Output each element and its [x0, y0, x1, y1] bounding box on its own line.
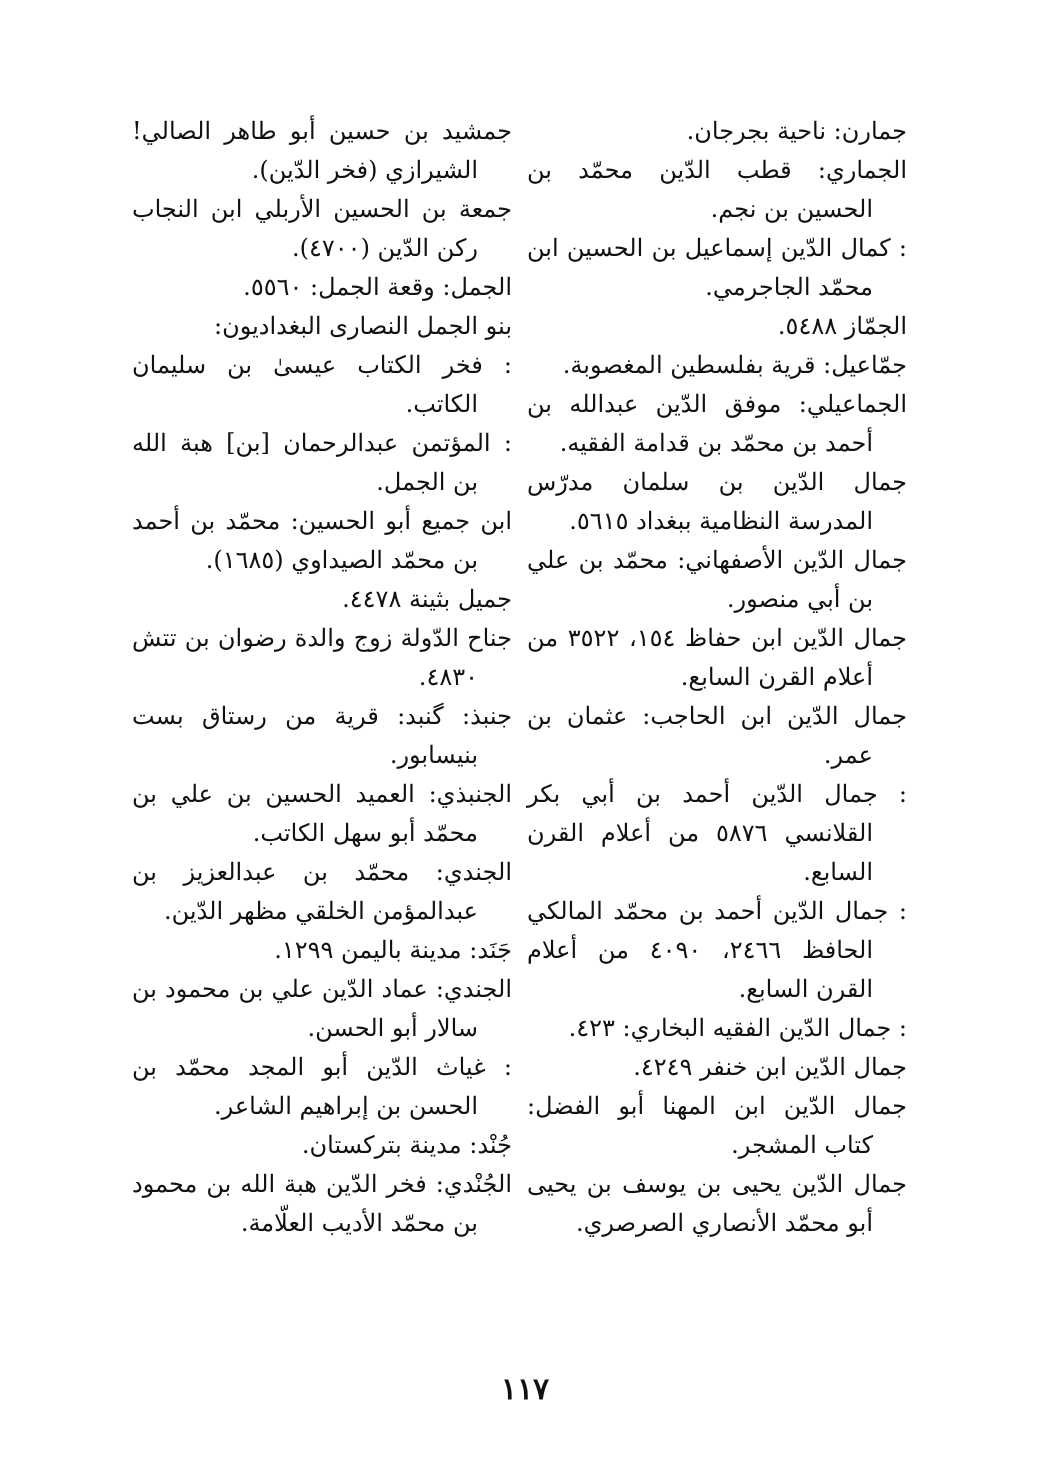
- index-entry: : جمال الدّين أحمد بن محمّد المالكي الحافظ ٢٤٦٦، ٤٠٩٠ من أعلام القرن السابع.: [527, 897, 907, 1003]
- index-entry: الجندي: عماد الدّين علي بن محمود بن سالار أبو الحسن.: [132, 975, 512, 1042]
- index-entry: : جمال الدّين أحمد بن أبي بكر القلانسي ٥٨٧٦ من أعلام القرن السابع.: [527, 780, 907, 886]
- index-entry: جَنَد: مدينة باليمن ١٢٩٩.: [274, 936, 512, 964]
- index-entry: جمال الدّين ابن حفاظ ١٥٤، ٣٥٢٢ من أعلام القرن السابع.: [527, 624, 908, 691]
- index-entry: جمال الدّين بن سلمان مدرّس المدرسة النظامية ببغداد ٥٦١٥.: [527, 468, 907, 535]
- index-entry: جمال الدّين ابن المهنا أبو الفضل: كتاب المشجر.: [527, 1092, 907, 1159]
- left-column: [132, 112, 512, 1243]
- index-entry: جمال الدّين يحيى بن يوسف بن يحيى أبو محمّد الأنصاري الصرصري.: [527, 1170, 907, 1237]
- index-entry: جمال الدّين ابن خنفر ٤٢٤٩.: [633, 1053, 907, 1081]
- index-entry: الجماعيلي: موفق الدّين عبدالله بن أحمد بن محمّد بن قدامة الفقيه.: [527, 390, 907, 457]
- index-entry: ابن جميع أبو الحسين: محمّد بن أحمد بن محمّد الصيداوي (١٦٨٥).: [132, 507, 512, 574]
- index-entry: : المؤتمن عبدالرحمان [بن] هبة الله بن الجمل.: [132, 429, 512, 496]
- index-entry: : كمال الدّين إسماعيل بن الحسين ابن محمّد الجاجرمي.: [527, 234, 907, 301]
- index-entry: الجندي: محمّد بن عبدالعزيز بن عبدالمؤمن الخلقي مظهر الدّين.: [132, 858, 512, 925]
- index-entry: الجماري: قطب الدّين محمّد بن الحسين بن نجم.: [527, 156, 907, 223]
- index-entry: : فخر الكتاب عيسىٰ بن سليمان الكاتب.: [132, 351, 512, 418]
- index-entry: الجمل: وقعة الجمل: ٥٥٦٠.: [243, 273, 512, 301]
- index-entry: بنو الجمل النصارى البغداديون:: [214, 312, 512, 340]
- index-entry: الجمّاز ٥٤٨٨.: [777, 312, 907, 340]
- index-entry: جنبذ: گنبد: قرية من رستاق بست بنيسابور.: [132, 702, 512, 769]
- index-entry: جُنْد: مدينة بتركستان.: [301, 1131, 512, 1159]
- index-entry: جناح الدّولة زوج والدة رضوان بن تتش ٤٨٣٠.: [132, 624, 512, 691]
- right-column: [527, 112, 907, 1243]
- index-entry: الجنبذي: العميد الحسين بن علي بن محمّد أبو سهل الكاتب.: [132, 780, 512, 847]
- index-entry: جمال الدّين ابن الحاجب: عثمان بن عمر.: [527, 702, 907, 769]
- index-entry: : جمال الدّين الفقيه البخاري: ٤٢٣.: [568, 1014, 907, 1042]
- index-entry: جمّاعيل: قرية بفلسطين المغصوبة.: [562, 351, 907, 379]
- index-entry: جميل بثينة ٤٤٧٨.: [342, 585, 512, 613]
- index-entry: جمارن: ناحية بجرجان.: [686, 117, 907, 145]
- index-entry: جمعة بن الحسين الأربلي ابن النجاب ركن الدّين (٤٧٠٠).: [132, 195, 512, 262]
- index-entry: : غياث الدّين أبو المجد محمّد بن الحسن بن إبراهيم الشاعر.: [132, 1053, 512, 1120]
- page-number: ١١٧: [500, 1372, 550, 1407]
- index-entry: جمشيد بن حسين أبو طاهر الصالي! الشيرازي (فخر الدّين).: [132, 117, 512, 184]
- index-entry: جمال الدّين الأصفهاني: محمّد بن علي بن أبي منصور.: [527, 546, 907, 613]
- index-entry: الجُنْدي: فخر الدّين هبة الله بن محمود بن محمّد الأديب العلّامة.: [132, 1170, 512, 1237]
